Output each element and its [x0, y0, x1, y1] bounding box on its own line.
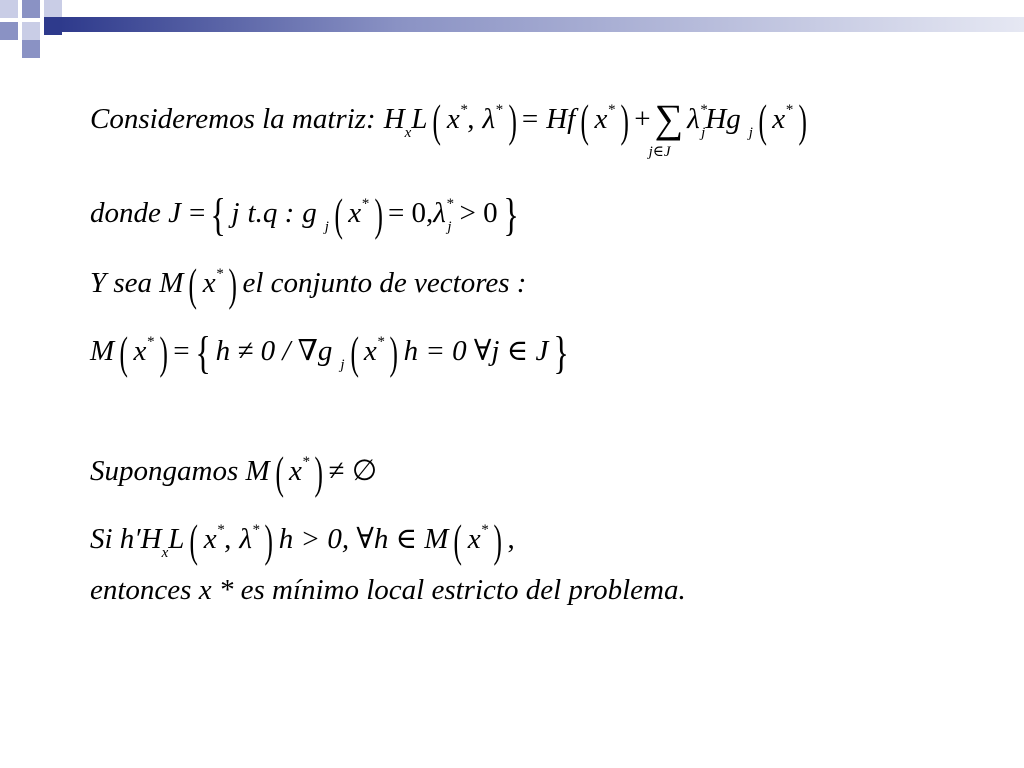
line6-x-sub: x [161, 545, 169, 561]
line1-x: x [446, 103, 460, 135]
line5-ne-empty: ≠ ∅ [328, 455, 378, 487]
line1-x2: x [594, 103, 608, 135]
line2-zero-comma: = 0, [387, 197, 434, 229]
line-condition: Si $h'H_xL$ ( x*, λ* ) h > 0, ∀h ∈ M ( x* ) , [90, 515, 515, 566]
header-squares-graphic [0, 0, 1024, 60]
line6-star: * [216, 522, 225, 538]
line-set-J: donde J = { j t.q : g $_j$ ( x* ) = $0,\lambda^*_j > 0$ } [90, 189, 519, 240]
line5-lead: Supongamos M [90, 455, 270, 487]
line4-h-ne: h ≠ 0 / ∇g [215, 335, 333, 367]
line2-j-sub2: j [447, 219, 452, 235]
line6-end: , [507, 523, 515, 555]
line1-lead: Consideremos la matriz: [90, 103, 376, 135]
line4-h-eq: h = 0 ∀j ∈ J [403, 335, 549, 367]
line1-j-sub2: j [748, 125, 753, 141]
line2-x: x [348, 197, 362, 229]
line3-rest: el conjunto de vectores : [242, 267, 527, 299]
line1-plus: + [634, 103, 651, 135]
line2-j: j [231, 197, 240, 229]
line2-star2: * [445, 196, 454, 212]
line-hessian-lagrangian: Consideremos la matriz: $H_xL$ ( x*, λ* ) = Hf ( x* ) + ∑ j∈J $\lambda^*_jHg$ $_j$ ( x* ) [90, 95, 807, 160]
line1-comma: , [467, 103, 475, 135]
line4-eq: = [173, 335, 190, 367]
line6-star2: * [251, 522, 260, 538]
line1-j-sub: j [701, 125, 706, 141]
line6-x2: x [467, 523, 481, 555]
line1-star2: * [495, 102, 503, 118]
line4-j-sub: j [340, 357, 345, 373]
line6-mid: h > 0, ∀h ∈ M [278, 523, 449, 555]
line5-x: x [288, 455, 302, 487]
line1-star5: * [785, 102, 793, 118]
line4-M: M [90, 335, 115, 367]
line1-lambda2: λ [687, 103, 700, 135]
line7-text: entonces x * es mínimo local estricto del problema. [90, 574, 686, 606]
line2-star: * [361, 196, 369, 212]
line1-star4: * [699, 102, 708, 118]
line2-j-sub: j [324, 219, 329, 235]
line2-tq: t.q : [247, 197, 295, 229]
line-define-M: Y sea M ( x* ) el conjunto de vectores : [90, 259, 527, 310]
line1-x3: x [772, 103, 786, 135]
line1-Hf: Hf [546, 103, 576, 135]
line1-lambda: λ [482, 103, 495, 135]
line2-eq: = [189, 197, 206, 229]
line1-star1: * [459, 102, 468, 118]
line4-x2: x [363, 335, 377, 367]
line6-lead: Si h′H [90, 523, 162, 555]
line1-L: L [411, 103, 428, 135]
line2-lead: donde J [90, 197, 181, 229]
line-suppose: Supongamos M ( x* ) ≠ ∅ [90, 447, 378, 498]
line3-star: * [215, 266, 224, 282]
line2-g: g [302, 197, 317, 229]
line1-H: H [383, 103, 405, 135]
line2-lambda: λ [433, 197, 446, 229]
line5-star: * [301, 454, 310, 470]
line-set-M: M ( x* ) = { h ≠ 0 / ∇g $_j$ ( x* ) h = 0 ∀j ∈ J } [90, 327, 570, 378]
line6-lambda: λ [239, 523, 252, 555]
line6-L: L [168, 523, 185, 555]
line6-comma: , [224, 523, 232, 555]
line4-star2: * [376, 334, 385, 350]
line-conclusion [90, 576, 686, 605]
line3-lead: Y sea M [90, 267, 184, 299]
line6-x: x [203, 523, 217, 555]
decorative-header-bar [0, 0, 1024, 60]
line1-x-sub: x [404, 125, 412, 141]
line4-x: x [133, 335, 147, 367]
line1-Hg: Hg [705, 103, 741, 135]
sum-subscript: j∈J [648, 144, 671, 160]
line1-eq: = [521, 103, 539, 135]
line2-gt-zero: > 0 [459, 197, 498, 229]
line6-star3: * [480, 522, 489, 538]
line4-star: * [146, 334, 154, 350]
line1-star3: * [607, 102, 615, 118]
sum-sign: ∑ [654, 96, 684, 141]
line3-x: x [202, 267, 216, 299]
summation-symbol [648, 96, 684, 160]
